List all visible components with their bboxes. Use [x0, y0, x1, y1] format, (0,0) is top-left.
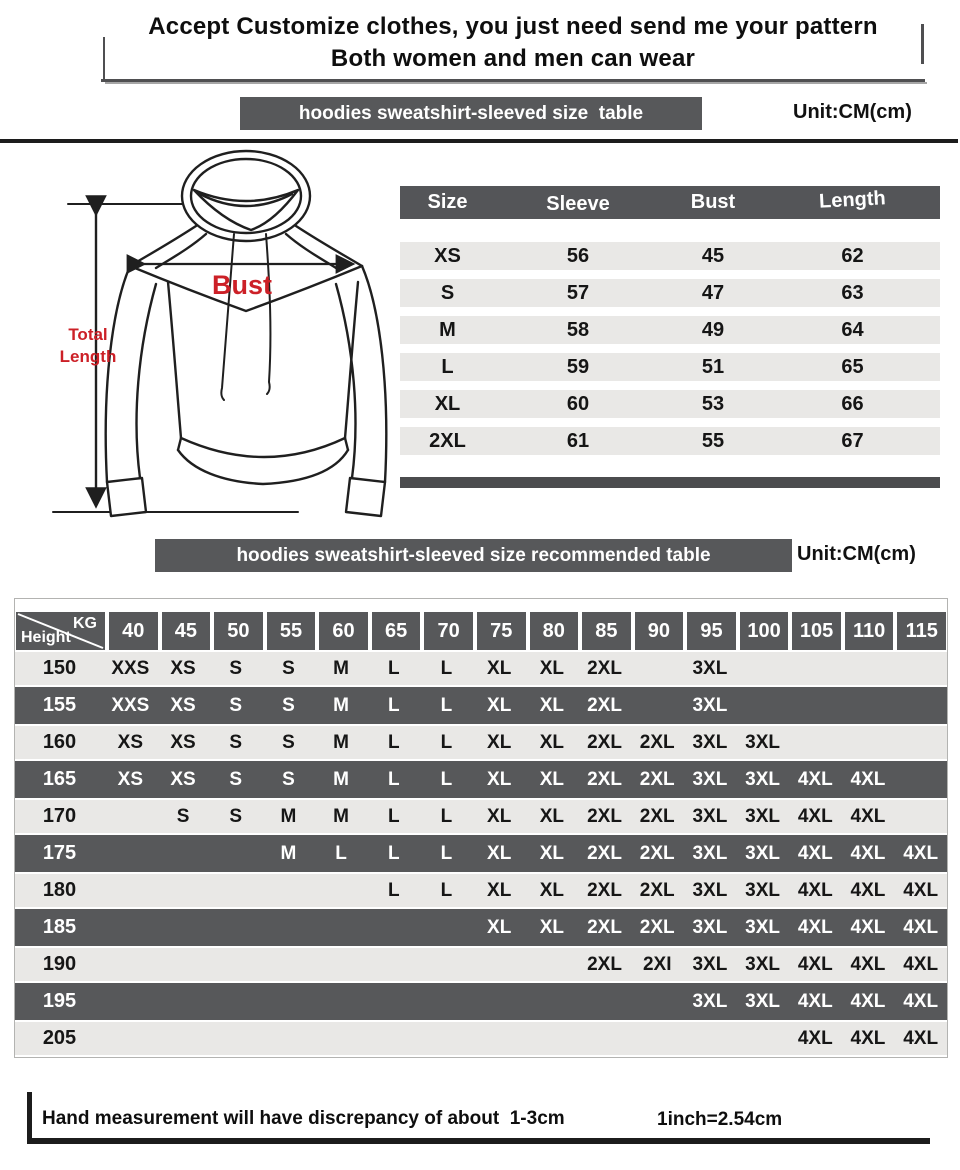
recommend-size-cell: 3XL [692, 842, 728, 864]
recommend-size-cell: 4XL [903, 879, 939, 901]
recommend-table-banner [155, 539, 792, 572]
recommend-size-cell: S [176, 805, 190, 827]
height-cell: 155 [42, 694, 77, 716]
height-cell: 170 [42, 805, 77, 827]
recommend-size-cell: 4XL [797, 805, 833, 827]
size-table-cell: M [439, 318, 456, 341]
recommend-size-cell: L [387, 731, 400, 753]
hoodie-diagram [20, 148, 400, 538]
kg-column-header: 70 [420, 612, 473, 650]
recommend-size-cell: 3XL [745, 842, 781, 864]
size-table-cell: 55 [701, 429, 725, 452]
drawstring-left [221, 234, 234, 400]
recommend-size-cell: 3XL [692, 990, 728, 1012]
length-label: Length [59, 347, 117, 366]
size-table-cell: 63 [841, 281, 864, 304]
corner-cell [16, 612, 105, 650]
recommend-size-cell: XL [539, 879, 564, 901]
size-table-cell: 2XL [429, 429, 466, 452]
recommend-size-cell: 2XL [587, 879, 622, 901]
recommend-size-cell: XL [487, 916, 512, 938]
size-table-cell: 59 [566, 355, 590, 378]
kg-column-header: 115 [893, 612, 946, 650]
recommend-size-cell: L [440, 842, 453, 864]
recommend-table-row [15, 761, 947, 798]
kg-column-header: 100 [736, 612, 789, 650]
recommend-size-cell: L [387, 768, 400, 790]
height-cell: 185 [42, 916, 77, 938]
recommend-size-cell: 3XL [692, 657, 728, 679]
recommend-size-cell: S [229, 657, 243, 679]
recommend-size-cell: XL [539, 694, 564, 716]
size-table-cell: L [441, 355, 454, 378]
size-table-row [400, 316, 940, 344]
recommend-size-cell: 2XL [639, 879, 675, 901]
height-cell: 205 [42, 1027, 77, 1049]
size-table-banner-label: hoodies sweatshirt-sleeved size table [298, 102, 644, 124]
recommend-size-cell: 3XL [745, 731, 781, 753]
recommend-size-cell: 3XL [692, 768, 728, 790]
recommend-table [14, 598, 948, 1058]
recommend-size-cell: L [387, 805, 400, 827]
recommend-size-cell: XS [170, 657, 196, 679]
recommend-size-cell: M [333, 805, 349, 827]
size-table-bottom-bar [400, 477, 940, 488]
recommend-size-cell: 2XL [639, 805, 675, 827]
recommend-size-cell: 2XI [642, 953, 672, 975]
kg-column-header: 85 [578, 612, 631, 650]
recommend-size-cell: XS [170, 731, 196, 753]
recommend-size-cell: 4XL [850, 953, 886, 975]
size-table-unit: Unit:CM(cm) [793, 101, 912, 123]
recommend-size-cell: S [229, 694, 243, 716]
size-column-header: Size [427, 191, 468, 213]
recommend-size-cell: L [440, 694, 453, 716]
size-table-cell: 60 [566, 392, 590, 415]
page-title-line1: Accept Customize clothes, you just need send me your pattern [148, 13, 878, 40]
recommend-size-cell: XL [487, 694, 512, 716]
size-table-cell: 51 [701, 355, 725, 378]
recommend-size-cell: L [387, 842, 400, 864]
recommend-size-cell: 4XL [850, 990, 886, 1012]
recommend-table-row [15, 650, 947, 687]
kg-column-header: 105 [788, 612, 841, 650]
recommend-size-cell: 4XL [850, 768, 886, 790]
recommend-size-cell: L [387, 694, 400, 716]
recommend-size-cell: L [440, 768, 453, 790]
height-cell: 195 [42, 990, 77, 1012]
recommend-size-cell: 3XL [692, 694, 728, 716]
recommend-size-cell: 4XL [797, 990, 833, 1012]
size-table-cell: 65 [841, 355, 864, 378]
height-cell: 190 [42, 953, 77, 975]
recommend-size-cell: XL [487, 842, 512, 864]
height-cell: 160 [42, 731, 77, 753]
bust-label: Bust [212, 270, 272, 300]
recommend-size-cell: XL [539, 842, 564, 864]
recommend-size-cell: 2XL [587, 768, 622, 790]
size-table-cell: 61 [566, 429, 590, 452]
kg-column-header: 110 [841, 612, 894, 650]
recommend-size-cell: M [333, 694, 349, 716]
kg-column-header: 95 [683, 612, 736, 650]
recommend-size-cell: 3XL [692, 953, 728, 975]
size-table-cell: 66 [841, 392, 864, 415]
kg-column-header: 60 [315, 612, 368, 650]
recommend-size-cell: XL [539, 805, 564, 827]
height-cell: 150 [42, 657, 77, 679]
height-cell: 180 [42, 879, 77, 901]
size-table-cell: 53 [701, 392, 725, 415]
size-column-header: Length [818, 187, 887, 213]
recommend-size-cell: XS [117, 731, 144, 753]
corner-height-label: Height [21, 629, 71, 646]
footer-conversion: 1inch=2.54cm [657, 1109, 783, 1130]
size-table-rows [400, 242, 940, 464]
size-table-row [400, 427, 940, 455]
recommend-size-cell: S [229, 731, 243, 753]
recommend-table-row [15, 946, 947, 983]
recommend-table-row [15, 1020, 947, 1057]
recommend-size-cell: XL [487, 879, 512, 901]
recommend-size-cell: XL [487, 805, 512, 827]
recommend-size-cell: S [229, 768, 243, 790]
recommend-size-cell: 3XL [692, 879, 728, 901]
recommend-size-cell: L [440, 731, 453, 753]
recommend-size-cell: 4XL [797, 842, 833, 864]
recommend-size-cell: 4XL [797, 916, 833, 938]
size-table-row [400, 353, 940, 381]
recommend-size-cell: 4XL [850, 1027, 886, 1049]
recommend-size-cell: 4XL [850, 805, 886, 827]
recommend-size-cell: 2XL [639, 768, 675, 790]
recommend-size-cell: XL [487, 768, 512, 790]
recommend-size-cell: 3XL [745, 990, 781, 1012]
recommend-size-cell: 4XL [903, 990, 939, 1012]
recommend-size-cell: 2XL [587, 694, 622, 716]
recommend-table-unit: Unit:CM(cm) [797, 543, 916, 565]
top-divider-line [0, 139, 958, 143]
recommend-size-cell: 3XL [692, 916, 728, 938]
recommend-size-cell: S [282, 768, 295, 790]
recommend-size-cell: XXS [111, 694, 150, 716]
recommend-size-cell: XL [487, 657, 512, 679]
size-table-cell: 58 [566, 318, 590, 341]
recommend-table-banner-label: hoodies sweatshirt-sleeved size recommended table [236, 544, 711, 566]
recommend-size-cell: M [280, 805, 297, 827]
recommend-size-cell: M [333, 657, 349, 679]
recommend-size-cell: 3XL [692, 731, 728, 753]
recommend-table-row [15, 724, 947, 761]
recommend-size-cell: 4XL [850, 916, 886, 938]
recommend-size-cell: 4XL [903, 916, 939, 938]
recommend-size-cell: L [440, 805, 453, 827]
recommend-size-cell: M [333, 768, 349, 790]
size-table-row [400, 242, 940, 270]
recommend-size-cell: 2XL [587, 916, 622, 938]
kg-column-header: 65 [368, 612, 421, 650]
recommend-size-cell: S [282, 731, 295, 753]
recommend-size-cell: L [387, 879, 400, 901]
recommend-size-cell: 3XL [745, 805, 781, 827]
recommend-table-row [15, 835, 947, 872]
footer-bracket-left [27, 1092, 32, 1140]
recommend-size-cell: 2XL [587, 953, 622, 975]
size-table-cell: XS [434, 244, 461, 267]
recommend-size-cell: S [282, 657, 295, 679]
recommend-size-cell: XL [539, 916, 564, 938]
recommend-size-cell: 3XL [745, 879, 781, 901]
recommend-header-cells [105, 612, 946, 650]
recommend-size-cell: 4XL [797, 953, 833, 975]
recommend-size-cell: XXS [111, 657, 150, 679]
recommend-size-cell: 4XL [797, 1027, 833, 1049]
recommend-size-cell: 3XL [745, 768, 781, 790]
recommend-size-cell: 3XL [692, 805, 728, 827]
recommend-size-cell: 4XL [797, 879, 833, 901]
recommend-size-cell: L [440, 879, 453, 901]
recommend-size-cell: 2XL [587, 805, 622, 827]
size-table-banner [240, 97, 702, 130]
size-table-cell: 45 [701, 244, 725, 267]
recommend-size-cell: XS [117, 768, 144, 790]
recommend-size-cell: XL [539, 768, 564, 790]
size-table-cell: 64 [841, 318, 864, 341]
total-label: Total [68, 325, 108, 344]
height-cell: 175 [42, 842, 77, 864]
kg-column-header: 55 [263, 612, 316, 650]
recommend-table-header [16, 612, 946, 650]
recommend-size-cell: 4XL [903, 1027, 939, 1049]
recommend-table-row [15, 872, 947, 909]
recommend-size-cell: 2XL [639, 916, 675, 938]
recommend-table-row [15, 983, 947, 1020]
recommend-table-body [15, 650, 947, 1057]
recommend-size-cell: XS [170, 768, 196, 790]
kg-column-header: 50 [210, 612, 263, 650]
size-table-row [400, 279, 940, 307]
recommend-size-cell: 4XL [797, 768, 833, 790]
recommend-size-cell: XL [539, 731, 564, 753]
recommend-size-cell: S [229, 805, 243, 827]
page-title [103, 11, 923, 75]
recommend-table-row [15, 909, 947, 946]
recommend-size-cell: 2XL [639, 842, 675, 864]
recommend-size-cell: 4XL [850, 879, 886, 901]
recommend-size-cell: M [280, 842, 297, 864]
recommend-size-cell: L [440, 657, 453, 679]
recommend-size-cell: 2XL [587, 731, 622, 753]
kg-column-header: 40 [105, 612, 158, 650]
recommend-size-cell: 4XL [850, 842, 886, 864]
recommend-size-cell: L [387, 657, 400, 679]
recommend-table-row [15, 798, 947, 835]
footer-bracket-bottom [27, 1138, 930, 1144]
kg-column-header: 45 [158, 612, 211, 650]
recommend-table-row [15, 687, 947, 724]
size-table-cell: 62 [841, 244, 864, 267]
size-table-cell: 49 [701, 318, 725, 341]
footer-note: Hand measurement will have discrepancy of about 1-3cm [42, 1108, 565, 1129]
recommend-size-cell: M [333, 731, 349, 753]
recommend-size-cell: 2XL [587, 842, 622, 864]
size-table-cell: XL [434, 392, 461, 415]
header-bracket-shadow [105, 82, 927, 84]
size-table-cell: 57 [566, 281, 590, 304]
size-table-header [400, 186, 940, 219]
size-table-cell: 56 [566, 244, 590, 267]
size-table-cell: S [440, 281, 455, 304]
recommend-size-cell: 3XL [745, 916, 781, 938]
size-table-cell: 47 [701, 281, 725, 304]
size-table-cell: 67 [841, 429, 864, 452]
corner-kg-label: KG [73, 615, 97, 632]
drawstring-right [266, 234, 270, 394]
recommend-size-cell: 2XL [639, 731, 675, 753]
height-cell: 165 [42, 768, 77, 790]
size-column-header: Bust [690, 191, 736, 213]
recommend-size-cell: XS [170, 694, 196, 716]
recommend-size-cell: 4XL [903, 953, 939, 975]
recommend-size-cell: 2XL [587, 657, 622, 679]
kg-column-header: 75 [473, 612, 526, 650]
size-column-header: Sleeve [546, 193, 610, 215]
recommend-size-cell: 3XL [745, 953, 781, 975]
recommend-size-cell: L [335, 842, 347, 864]
size-table-row [400, 390, 940, 418]
recommend-size-cell: XL [487, 731, 512, 753]
kg-column-header: 90 [631, 612, 684, 650]
recommend-size-cell: 4XL [903, 842, 939, 864]
page-title-line2: Both women and men can wear [330, 45, 696, 72]
recommend-size-cell: XL [539, 657, 564, 679]
recommend-size-cell: S [282, 694, 295, 716]
kg-column-header: 80 [526, 612, 579, 650]
